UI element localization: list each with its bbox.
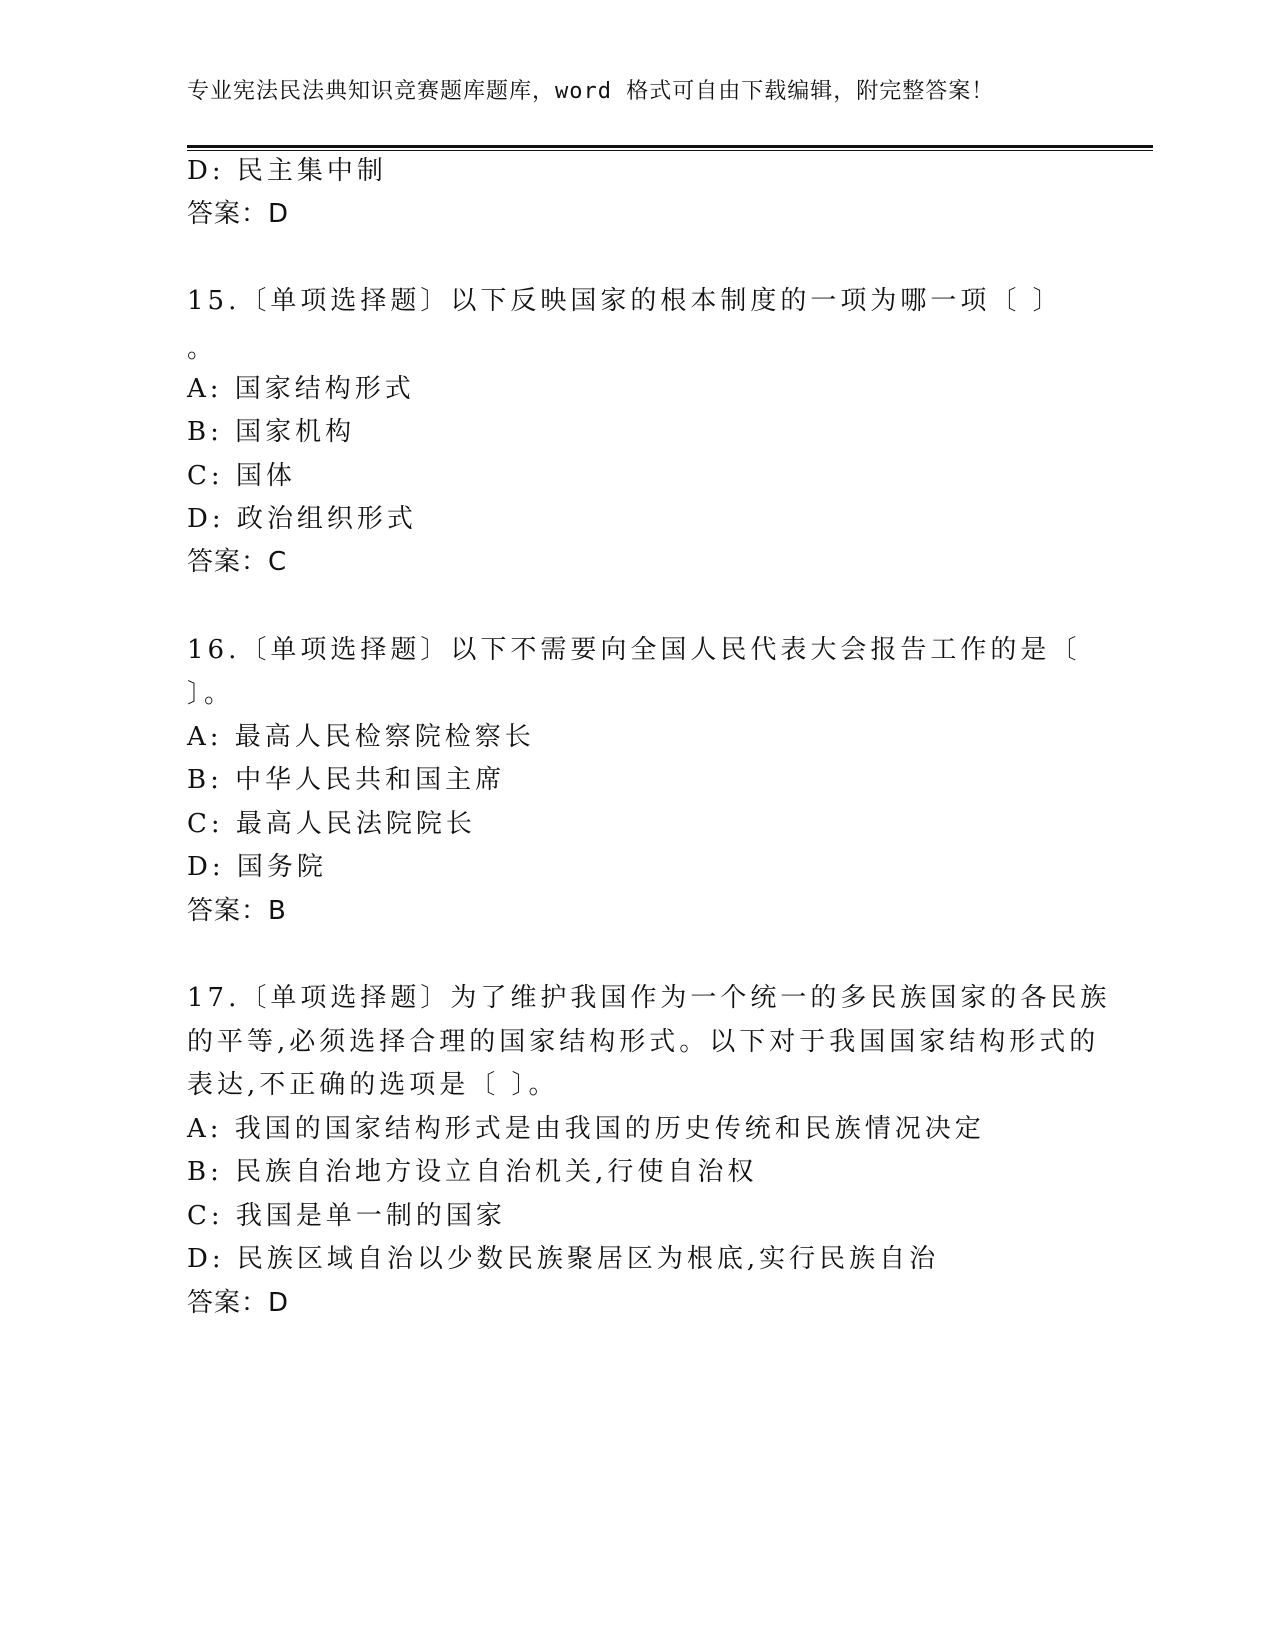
question-text: 17.〔单项选择题〕为了维护我国作为一个统一的多民族国家的各民族: [187, 983, 1111, 1013]
question-text-cont: 〕。: [187, 679, 235, 709]
header-text: 专业宪法民法典知识竞赛题库题库，word 格式可自由下载编辑，附完整答案！: [187, 79, 995, 104]
option-b: B: 民族自治地方设立自治机关,行使自治权: [187, 1157, 758, 1187]
answer: 答案：D: [187, 1288, 290, 1318]
question-text: 16.〔单项选择题〕以下不需要向全国人民代表大会报告工作的是〔: [187, 635, 1081, 665]
answer: 答案：C: [187, 547, 288, 577]
option-d: D: 民主集中制: [187, 156, 387, 186]
option-c: C: 我国是单一制的国家: [187, 1201, 506, 1231]
option-a: A: 最高人民检察院检察长: [187, 722, 535, 752]
option-b: B: 中华人民共和国主席: [187, 765, 506, 795]
option-c: C: 最高人民法院院长: [187, 809, 476, 839]
question-text-cont: 表达,不正确的选项是〔 〕。: [187, 1070, 559, 1100]
option-c: C: 国体: [187, 461, 296, 491]
answer: 答案：D: [187, 199, 290, 229]
option-b: B: 国家机构: [187, 417, 356, 447]
header-rule-thick: [187, 145, 1153, 148]
question-text-cont: 的平等,必须选择合理的国家结构形式。以下对于我国国家结构形式的: [187, 1027, 1100, 1057]
question-text: 15.〔单项选择题〕以下反映国家的根本制度的一项为哪一项〔 〕: [187, 286, 1063, 316]
option-a: A: 国家结构形式: [187, 374, 415, 404]
option-d: D: 政治组织形式: [187, 504, 417, 534]
option-a: A: 我国的国家结构形式是由我国的历史传统和民族情况决定: [187, 1114, 985, 1144]
header-rule-thin: [187, 150, 1153, 151]
question-text-cont: 。: [187, 334, 218, 364]
answer: 答案：B: [187, 896, 287, 926]
option-d: D: 民族区域自治以少数民族聚居区为根底,实行民族自治: [187, 1244, 940, 1274]
option-d: D: 国务院: [187, 852, 327, 882]
